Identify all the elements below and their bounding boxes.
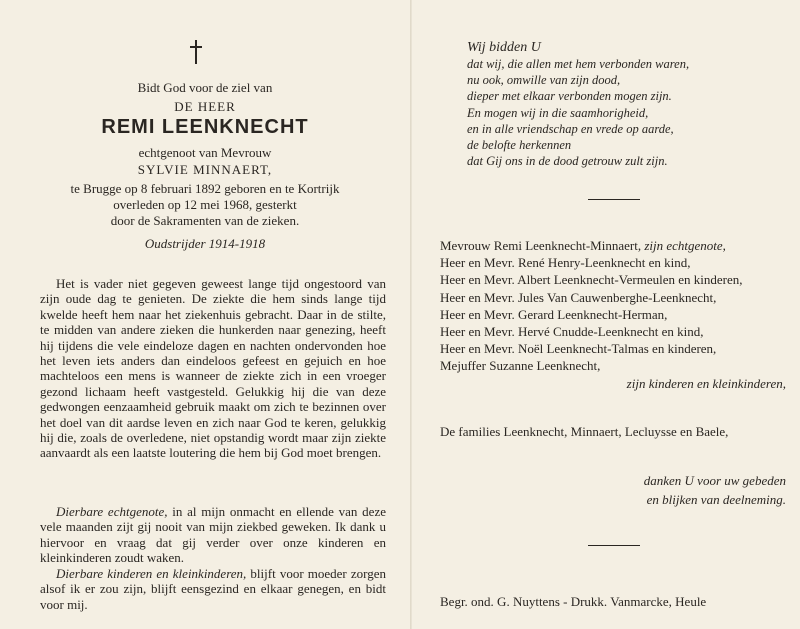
birth-line: te Brugge op 8 februari 1892 geboren en te Kortrijk bbox=[70, 181, 340, 196]
paragraph-children-text: blijft voor moeder zorgen alsof ik er zou zijn, blijft eensgezind en elkaar genegen, en bidt voor mij. bbox=[40, 566, 386, 612]
prayer-line: de belofte herkennen bbox=[467, 138, 572, 153]
veteran-line: Oudstrijder 1914-1918 bbox=[144, 236, 266, 251]
prayer-line: en in alle vriendschap en vrede op aarde, bbox=[467, 121, 674, 136]
widow-name: Mevrouw Remi Leenknecht-Minnaert, bbox=[440, 238, 642, 253]
prayer-line: dieper met elkaar verbonden mogen zijn. bbox=[467, 89, 672, 104]
prayer-line: dat wij, die allen met hem verbonden waren, bbox=[467, 57, 690, 71]
paragraph-children bbox=[40, 566, 386, 612]
divider bbox=[588, 199, 640, 200]
family-line: Heer en Mevr. Noël Leenknecht-Talmas en kinderen, bbox=[440, 341, 717, 357]
prayer-text bbox=[467, 56, 689, 169]
prayer-heading: Wij bidden U bbox=[467, 40, 541, 55]
families-line: De families Leenknecht, Minnaert, Lecluysse en Baele, bbox=[440, 424, 729, 439]
family-line: Heer en Mevr. René Henry-Leenknecht en kind, bbox=[440, 255, 691, 271]
death-line: overleden op 12 mei 1968, gesterkt bbox=[113, 197, 297, 212]
family-line: Heer en Mevr. Albert Leenknecht-Vermeulen en kinderen, bbox=[440, 272, 743, 288]
family-line: Heer en Mevr. Jules Van Cauwenberghe-Leenknecht, bbox=[440, 289, 717, 305]
sacrament-line: door de Sakramenten van de zieken. bbox=[110, 213, 300, 228]
family-widow bbox=[440, 237, 786, 254]
cross-icon bbox=[189, 40, 203, 64]
children-role: zijn kinderen en kleinkinderen, bbox=[626, 375, 786, 391]
widow-role: zijn echtgenote, bbox=[644, 238, 726, 253]
prayer-line: dat Gij ons in de dood getrouw zult zijn. bbox=[467, 154, 668, 169]
thanks-block bbox=[644, 471, 786, 509]
paragraph-spouse-text: in al mijn onmacht en ellende van deze vele maanden zijt gij nooit van mijn ziekbed geweken. Ik dank u hiervoor en vraag dat gij verder over onze kinderen en kleinkinderen zoudt waken. bbox=[40, 504, 386, 566]
family-list bbox=[440, 237, 786, 392]
family-line: Mejuffer Suzanne Leenknecht, bbox=[440, 358, 601, 374]
family-line: Heer en Mevr. Gerard Leenknecht-Herman, bbox=[440, 306, 668, 322]
paragraph-father: Het is vader niet gegeven geweest lange tijd ongestoord van zijn oude dag te genieten. De ziekte die hem sinds lange tijd kwelde heeft hem naar het ziekenhuis gebracht. Daar in de stilte, te midden van andere zieken die hunkerden naar genezing, heeft hij tijdens die vele eindeloze dagen en nachten ondervonden hoe het leven iets anders dan eindeloos gefeest en gejuich en hoe machteloos een mens is wanneer de ziekte zich in een vroeger gezond lichaam heeft vastgesteld. Gelukkig hij die van deze gedwongen eenzaamheid gebruik maakt om zich te bezinnen over het doel van dit aardse leven en zich naar God te keren, gelukkig hij die, zoals de overledene, niet opstandig wordt maar zijn ziekte aanvaardt als een laatste loutering die hem bij God moet brengen. bbox=[40, 276, 386, 461]
paragraph-spouse bbox=[40, 504, 386, 566]
thanks-line: danken U voor uw gebeden bbox=[643, 473, 786, 488]
paragraph-spouse-lead: Dierbare echtgenote, bbox=[56, 504, 168, 519]
prayer-line: En mogen wij in die saamhorigheid, bbox=[467, 105, 649, 120]
spouse-name: SYLVIE MINNAERT, bbox=[137, 162, 273, 177]
prayer-line: nu ook, omwille van zijn dood, bbox=[467, 73, 621, 88]
intro-line: Bidt God voor de ziel van bbox=[137, 80, 273, 95]
thanks-line: en blijken van deelneming. bbox=[646, 492, 786, 507]
divider bbox=[588, 545, 640, 546]
deceased-name: REMI LEENKNECHT bbox=[101, 116, 309, 138]
family-line: Heer en Mevr. Hervé Cnudde-Leenknecht en kind, bbox=[440, 324, 704, 340]
printer-credit: Begr. ond. G. Nuyttens - Drukk. Vanmarcke, Heule bbox=[440, 594, 707, 609]
spouse-intro: echtgenoot van Mevrouw bbox=[138, 145, 272, 160]
title-line: DE HEER bbox=[174, 99, 236, 114]
paragraph-children-lead: Dierbare kinderen en kleinkinderen, bbox=[56, 566, 247, 581]
